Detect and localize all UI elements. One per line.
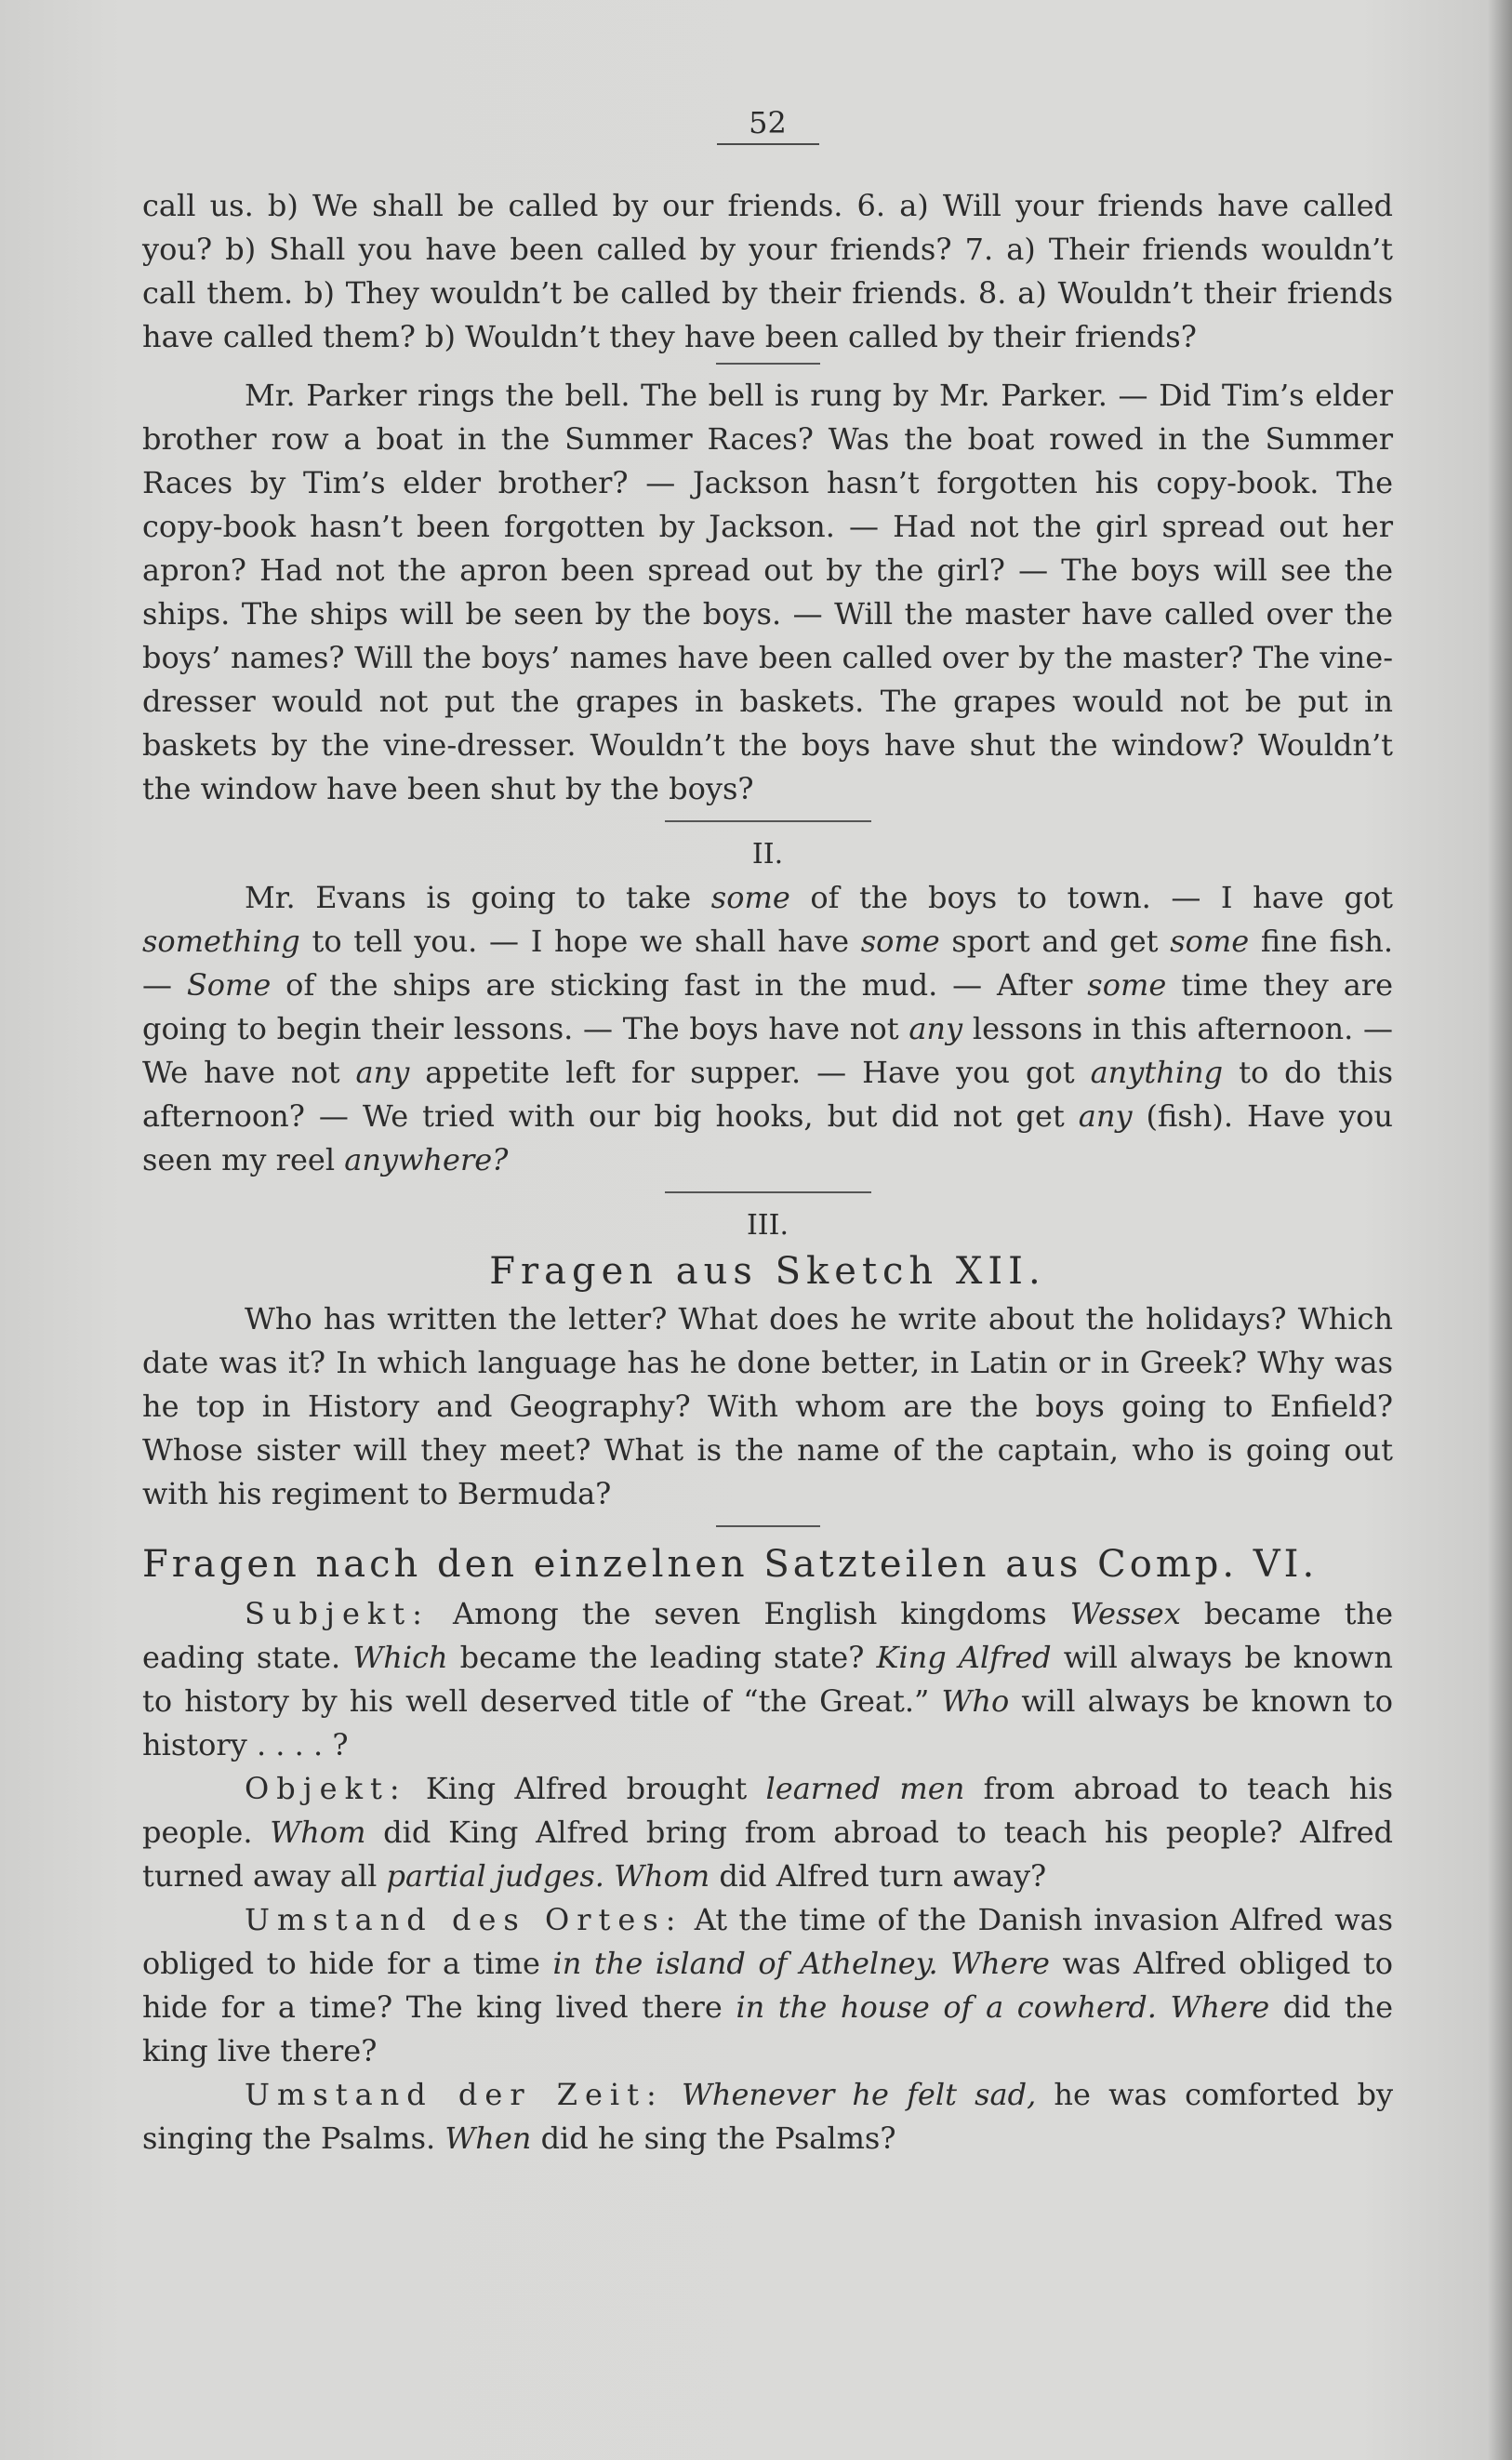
sketch-questions: Who has written the letter? What does he write about the holidays? Which date was it? In which language has he done better, in Latin or in Greek? Why was he top in History and Geography? With whom are the boys going to Enfield? Whose sister will they meet? What is the name of the captain, who is going out with his regiment to Bermuda? (142, 1301, 1393, 1511)
ort-paragraph: Umstand des Ortes: At the time of the Danish invasion Alfred was obliged to hide for a time in the island of Athelney. Where was Alfred obliged to hide for a time? The king lived there in the house of a cowherd. Where did the king live there? (142, 1902, 1394, 2068)
section-title-comp: Fragen nach den einzelnen Satzteilen aus Comp. VI. (142, 1543, 1319, 1586)
page-number: 52 (749, 105, 787, 140)
section-divider (665, 820, 871, 822)
divider (716, 1525, 820, 1527)
page-edge-shadow (1488, 0, 1512, 2460)
zeit-paragraph: Umstand der Zeit: Whenever he felt sad, he was comforted by singing the Psalms. When did he sing the Psalms? (142, 2077, 1394, 2156)
page-number-rule (717, 143, 819, 145)
section-divider (665, 1191, 871, 1193)
subjekt-paragraph: Subjekt: Among the seven English kingdoms Wessex became the eading state. Which became the leading state? King Alfred will always be known to history by his well deserved title of “the Great.” Who will always be known to history . . . . ? (142, 1596, 1394, 1762)
divider (716, 363, 820, 365)
section-heading-ii: II. (751, 838, 784, 871)
objekt-paragraph: Objekt: King Alfred brought learned men from abroad to teach his people. Whom did King Alfred bring from abroad to teach his people? Alfred turned away all partial judges. Whom did Alfred turn away? (142, 1771, 1394, 1894)
exercise-continuation: call us. b) We shall be called by our friends. 6. a) Will your friends have called you? b) Shall you have been called by your friends? 7. a) Their friends wouldn’t call them. b) They wouldn’t be called by their friends. 8. a) Wouldn’t their friends have called them? b) Wouldn’t they have been called by their friends? (142, 188, 1393, 354)
some-any-exercise: Mr. Evans is going to take some of the boys to town. — I have got something to tell you. — I hope we shall have some sport and get some fine fish. — Some of the ships are sticking fast in the mud. — After some time they are going to begin their lessons. — The boys have not any lessons in this afternoon. — We have not any appetite left for supper. — Have you got anything to do this afternoon? — We tried with our big hooks, but did not get any (fish). Have you seen my reel anywhere? (142, 880, 1394, 1177)
passive-exercise: Mr. Parker rings the bell. The bell is rung by Mr. Parker. — Did Tim’s elder brother row a boat in the Summer Races? Was the boat rowed in the Summer Races by Tim’s elder brother? — Jackson hasn’t forgotten his copy-book. The copy-book hasn’t been forgotten by Jackson. — Had not the girl spread out her apron? Had not the apron been spread out by the girl? — The boys will see the ships. The ships will be seen by the boys. — Will the master have called over the boys’ names? Will the boys’ names have been called over by the master? The vine-dresser would not put the grapes in baskets. The grapes would not be put in baskets by the vine-dresser. Wouldn’t the boys have shut the window? Wouldn’t the window have been shut by the boys? (142, 378, 1393, 806)
section-title-sketch: Fragen aus Sketch XII. (489, 1250, 1046, 1293)
page-content (142, 93, 1393, 2161)
section-heading-iii: III. (746, 1209, 789, 1242)
